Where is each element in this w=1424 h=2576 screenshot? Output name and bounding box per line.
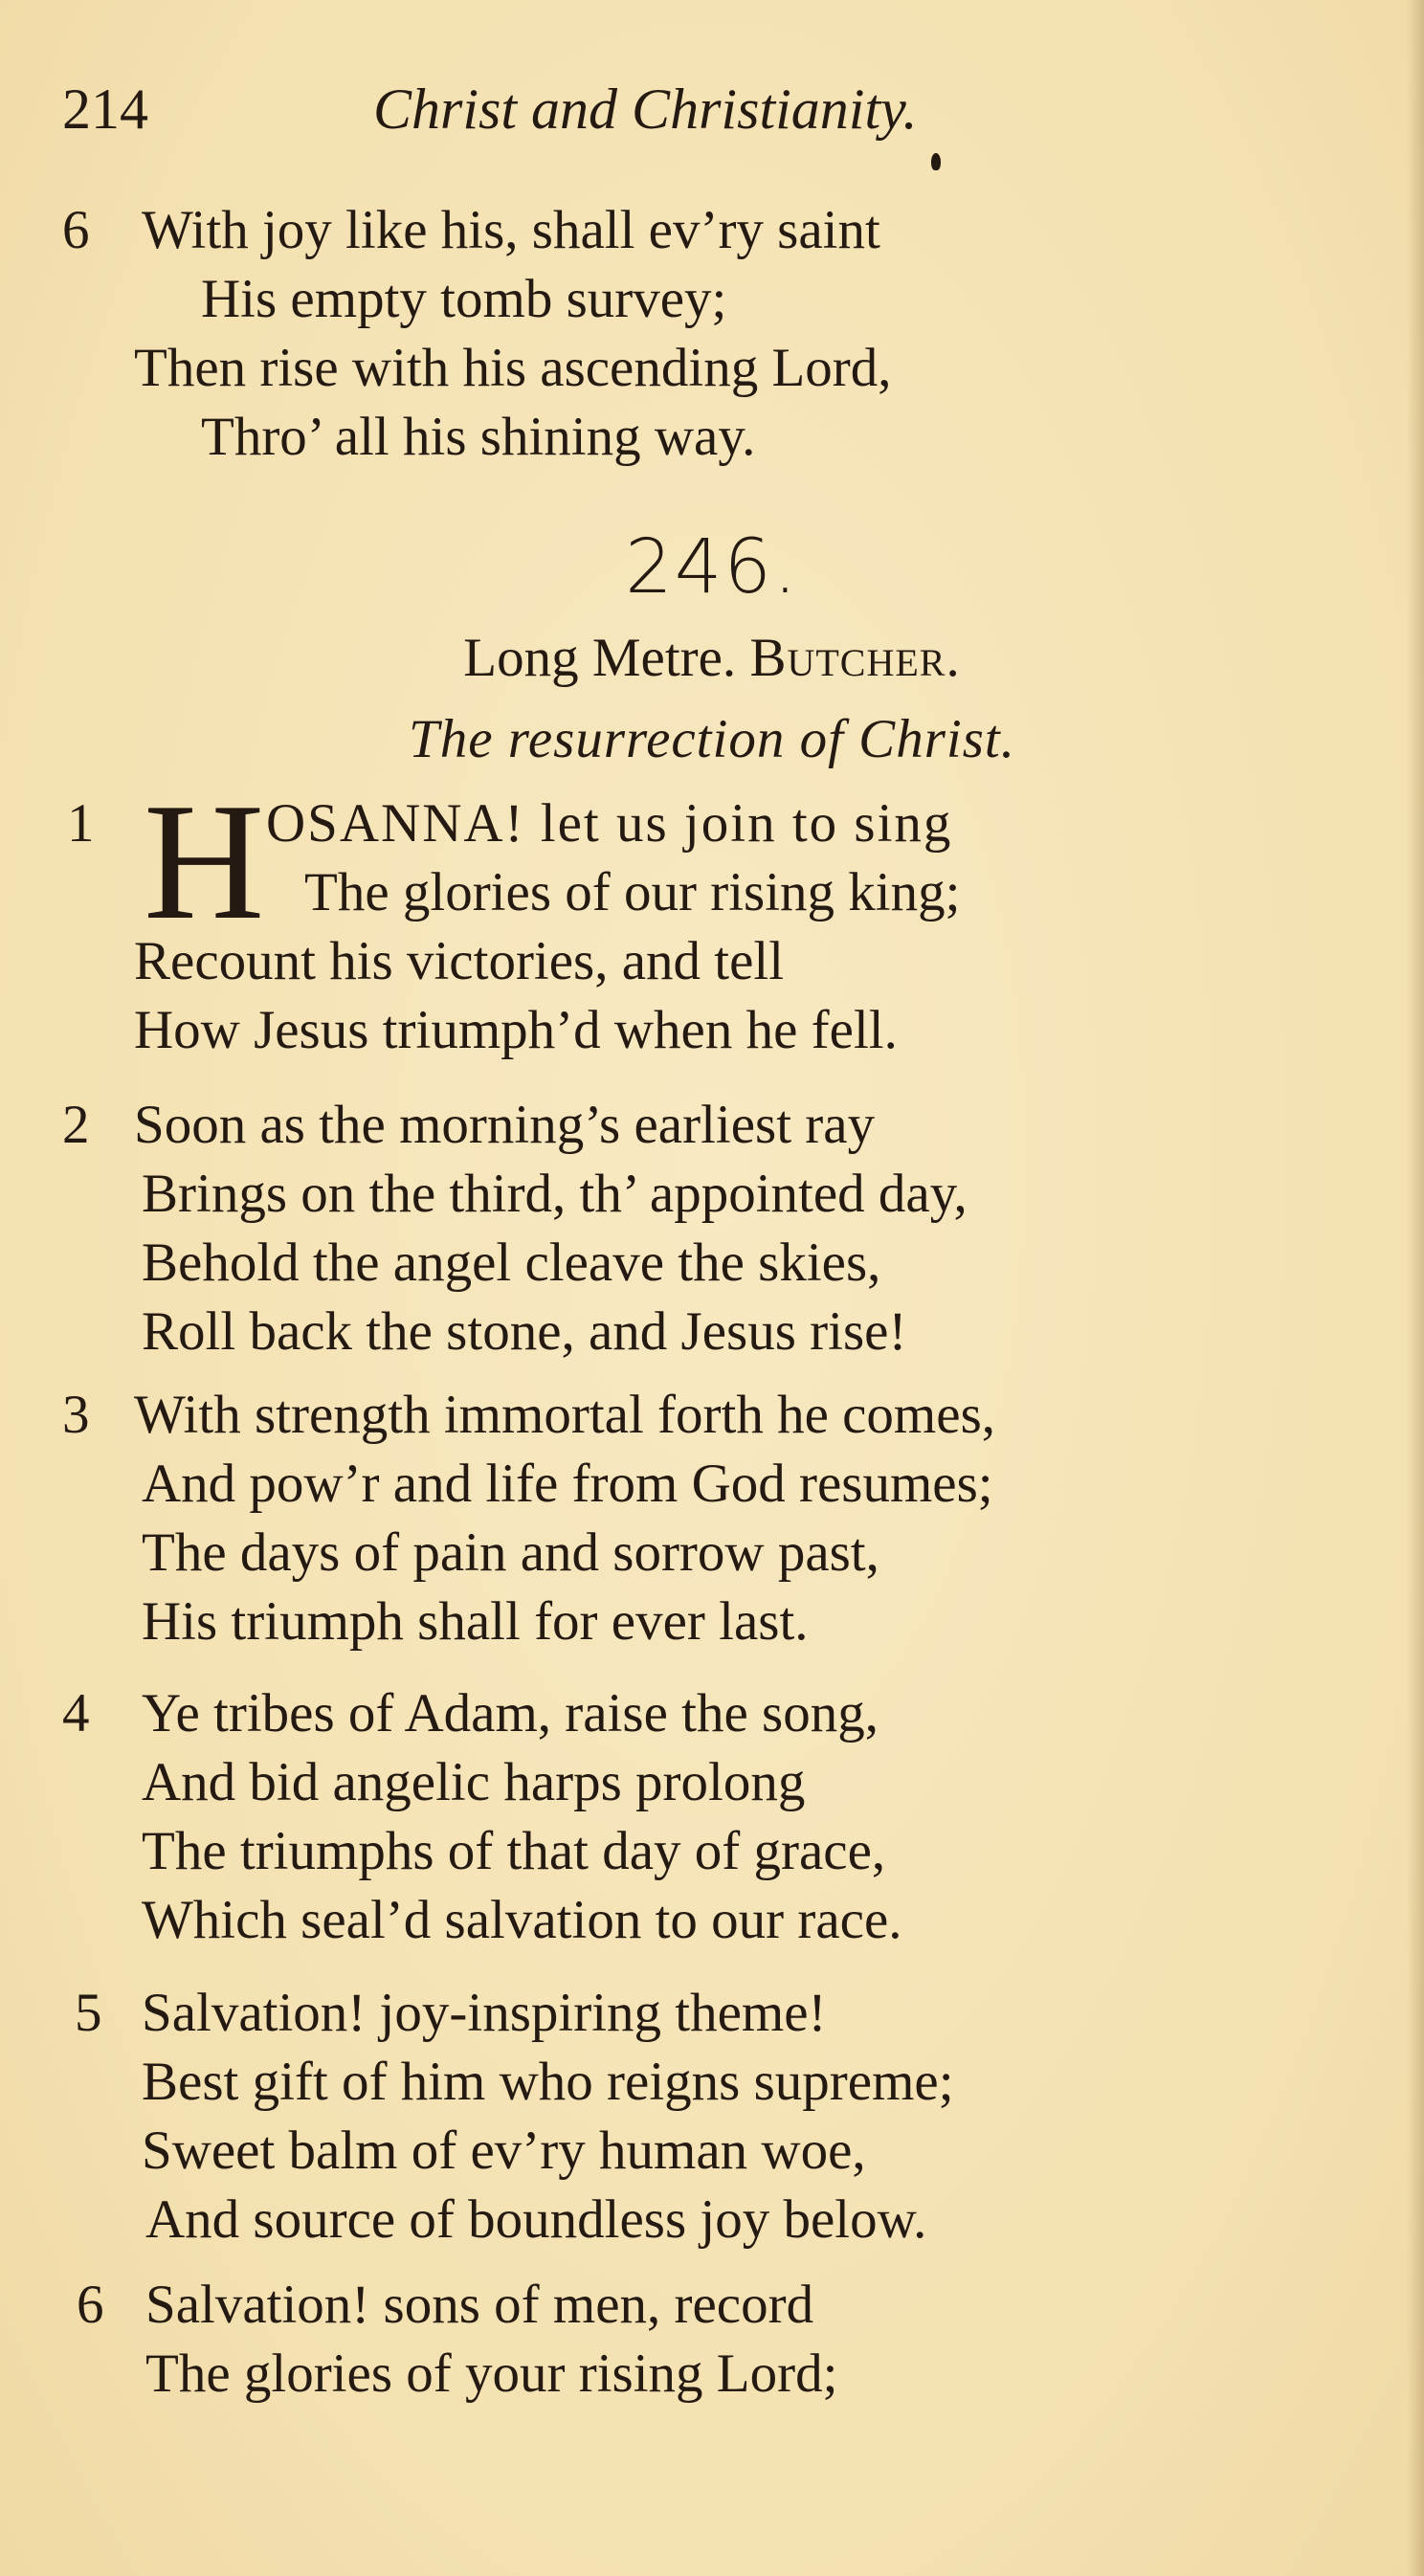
verse-line: His triumph shall for ever last.	[142, 1591, 809, 1652]
verse-line: OSANNA! let us join to sing	[266, 793, 953, 854]
printer-mark-icon	[931, 153, 941, 170]
verse-line: Thro’ all his shining way.	[201, 407, 756, 467]
verse-line: Soon as the morning’s earliest ray	[134, 1095, 876, 1155]
verse-line: Ye tribes of Adam, raise the song,	[142, 1683, 879, 1743]
verse-number: 1	[67, 793, 95, 854]
verse-line: With joy like his, shall ev’ry saint	[142, 200, 880, 260]
verse-line: Sweet balm of ev’ry human woe,	[142, 2121, 866, 2181]
verse-line: And pow’r and life from God resumes;	[142, 1454, 993, 1514]
verse-line: How Jesus triumph’d when he fell.	[134, 1000, 898, 1060]
verse-line: Salvation! joy-inspiring theme!	[142, 1983, 827, 2043]
verse-number: 3	[62, 1385, 90, 1445]
hymn-composer: Butcher.	[749, 628, 961, 688]
hymn-meta	[0, 627, 1424, 689]
verse-line: Best gift of him who reigns supreme;	[142, 2052, 954, 2112]
hymn-meter: Long Metre.	[463, 628, 737, 688]
verse-line: Then rise with his ascending Lord,	[134, 338, 892, 398]
verse-line: Recount his victories, and tell	[134, 931, 785, 991]
running-title: Christ and Christianity.	[373, 78, 918, 141]
verse-line: Which seal’d salvation to our race.	[142, 1890, 902, 1950]
drop-cap: H	[144, 768, 265, 954]
verse-number: 5	[75, 1983, 102, 2043]
verse-line: Behold the angel cleave the skies,	[142, 1232, 881, 1293]
verse-line: His empty tomb survey;	[201, 269, 727, 329]
verse-line: The glories of our rising king;	[304, 862, 961, 922]
verse-number: 2	[62, 1095, 90, 1155]
page-header	[62, 77, 1048, 153]
page-number: 214	[62, 78, 148, 141]
verse-line: Brings on the third, th’ appointed day,	[142, 1164, 968, 1224]
page-edge-shadow	[1407, 0, 1424, 2576]
hymn-subtitle: The resurrection of Christ.	[409, 709, 1015, 769]
hymn-number: 246.	[625, 524, 799, 611]
verse-number: 4	[62, 1683, 90, 1743]
verse-line: Roll back the stone, and Jesus rise!	[142, 1301, 907, 1362]
verse-line: The triumphs of that day of grace,	[142, 1821, 886, 1881]
verse-line: With strength immortal forth he comes,	[134, 1385, 996, 1445]
verse-line: The glories of your rising Lord;	[145, 2343, 838, 2404]
verse-line: And source of boundless joy below.	[145, 2189, 927, 2250]
verse-number: 6	[62, 200, 90, 260]
verse-number: 6	[77, 2275, 104, 2335]
verse-line: The days of pain and sorrow past,	[142, 1522, 879, 1583]
verse-line: And bid angelic harps prolong	[142, 1752, 806, 1812]
verse-line: Salvation! sons of men, record	[145, 2275, 814, 2335]
